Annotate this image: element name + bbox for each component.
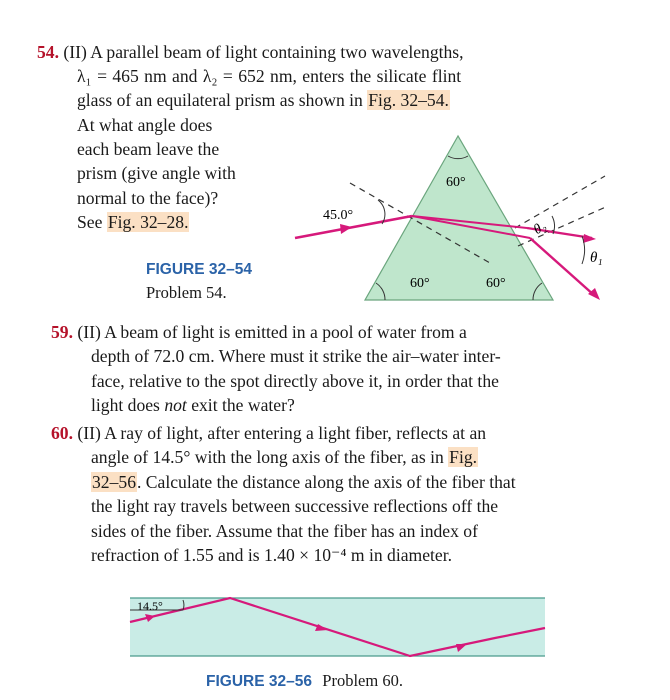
incident-ray xyxy=(295,216,412,238)
fig-32-54-link[interactable]: Fig. 32–54. xyxy=(368,90,449,110)
figure-32-56-caption: Problem 60. xyxy=(322,671,403,690)
p59-text-1: (II) A beam of light is emitted in a pool of water from a xyxy=(77,322,467,342)
p60-text-1: (II) A ray of light, after entering a light fiber, reflects at an xyxy=(77,423,487,443)
figure-32-56-label xyxy=(206,669,403,694)
p59-text-5: exit the water? xyxy=(186,395,295,415)
figure-32-54-label: FIGURE 32–54 xyxy=(146,261,252,278)
p54-text-3: glass of an equilateral prism as shown in xyxy=(77,90,368,110)
p60-line-6 xyxy=(91,543,452,567)
prism xyxy=(365,136,553,300)
p60-text-3: . Calculate the distance along the axis of the fiber that xyxy=(136,472,516,492)
fig-32-56-link-b[interactable]: 32–56 xyxy=(92,472,136,492)
angle-right-label: 60° xyxy=(486,276,506,291)
p60-line-3 xyxy=(91,470,516,494)
normal-right xyxy=(515,176,605,228)
p60-line-1 xyxy=(51,421,486,445)
theta1-label: θ₁ xyxy=(590,250,603,266)
p59-line-2 xyxy=(91,344,501,368)
p54-line-8 xyxy=(77,210,189,234)
p54-text-8: See xyxy=(77,212,107,232)
p59-text-2: depth of 72.0 cm. Where must it strike the air–water inter- xyxy=(91,346,501,366)
p60-text-5: sides of the fiber. Assume that the fiber has an index of xyxy=(91,521,478,541)
problem-number-54: 54. xyxy=(37,42,59,62)
fiber-figure xyxy=(125,592,550,662)
p59-emphasis: not xyxy=(164,395,187,415)
incident-arrow xyxy=(340,224,352,234)
p54-line-5 xyxy=(77,137,219,161)
p60-text-2: angle of 14.5° with the long axis of the fiber, as in xyxy=(91,447,449,467)
problem-number-59: 59. xyxy=(51,322,73,342)
fiber-angle-label: 14.5° xyxy=(137,599,163,613)
p54-line-7 xyxy=(77,186,218,210)
p59-text-4: light does xyxy=(91,395,165,415)
fig-32-28-link[interactable]: Fig. 32–28. xyxy=(107,212,189,232)
p59-text-3: face, relative to the spot directly above it, in order that the xyxy=(91,371,499,391)
p60-text-4: the light ray travels between successive reflections off the xyxy=(91,496,499,516)
p59-line-3 xyxy=(91,369,499,393)
theta2-label: θ₂ xyxy=(531,219,549,238)
p54-line-3 xyxy=(77,88,450,112)
p54-line-1 xyxy=(37,40,464,64)
angle-incident-label: 45.0° xyxy=(323,208,354,223)
p59-line-4 xyxy=(91,393,295,417)
p54-text-6: prism (give angle with xyxy=(77,163,236,183)
exit-arrow-1 xyxy=(583,234,596,243)
p60-text-6: refraction of 1.55 and is 1.40 × 10⁻⁴ m in diameter. xyxy=(91,545,453,565)
p60-line-2 xyxy=(91,445,478,469)
angle-left-label: 60° xyxy=(410,276,430,291)
p54-text-1: (II) A parallel beam of light containing two wavelengths, xyxy=(63,42,464,62)
p54-line-6 xyxy=(77,161,236,185)
prism-figure xyxy=(290,128,620,318)
arc-incident xyxy=(378,200,385,224)
figure-32-56-title: FIGURE 32–56 xyxy=(206,673,312,690)
p60-line-4 xyxy=(91,494,498,518)
p59-line-1 xyxy=(51,320,467,344)
p54-line-2 xyxy=(77,64,461,88)
figure-32-54-caption: Problem 54. xyxy=(146,283,227,302)
p54-text-7: normal to the face)? xyxy=(77,188,219,208)
problem-number-60: 60. xyxy=(51,423,73,443)
p54-text-4: At what angle does xyxy=(77,115,213,135)
p54-text-5: each beam leave the xyxy=(77,139,220,159)
p54-line-4 xyxy=(77,113,212,137)
p60-line-5 xyxy=(91,519,478,543)
p54-text-2: λ₁ = 465 nm and λ₂ = 652 nm, enters the silicate flint xyxy=(77,66,462,86)
angle-top-label: 60° xyxy=(446,175,466,190)
fig-32-56-link-a[interactable]: Fig. xyxy=(449,447,478,467)
